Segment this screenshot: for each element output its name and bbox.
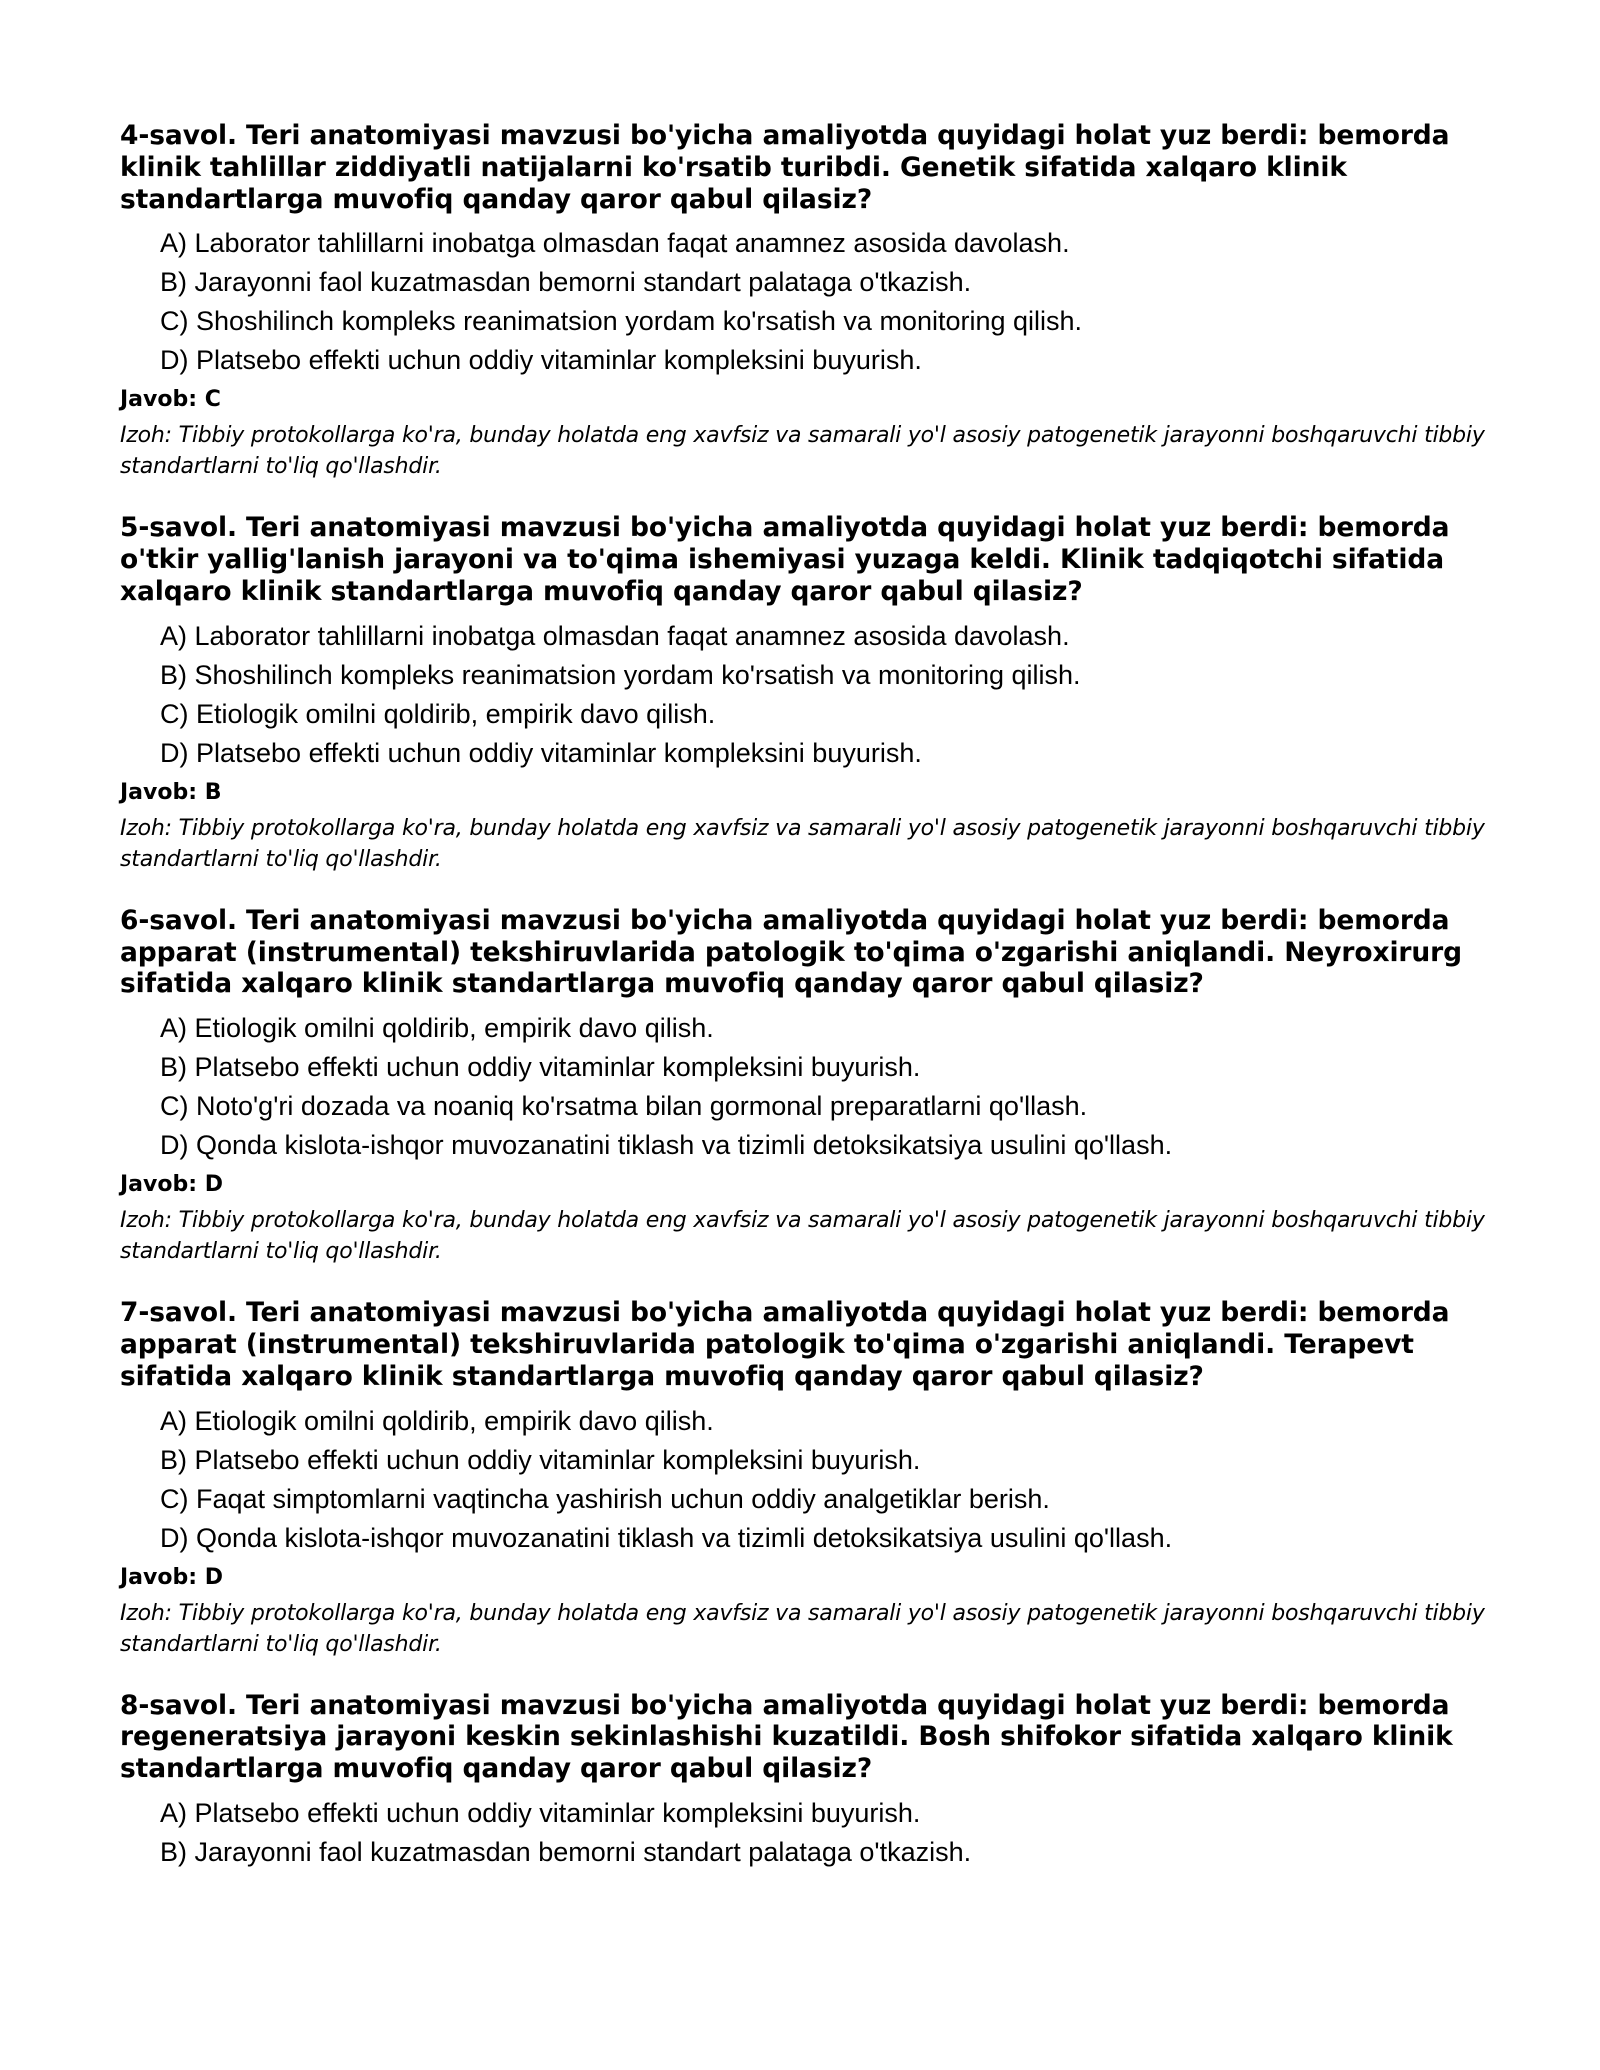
question-block-7 (120, 1297, 1500, 1659)
question-block-8 (120, 1690, 1500, 1868)
answer-label: Javob: D (120, 1564, 223, 1590)
option-list (120, 227, 1500, 376)
answer-label: Javob: D (120, 1172, 223, 1198)
option-a: A) Platsebo effekti uchun oddiy vitaminlar kompleksini buyurish. (160, 1797, 921, 1828)
question-block-4 (120, 120, 1500, 482)
option-list (120, 620, 1500, 769)
answer-label: Javob: B (120, 779, 222, 805)
option-a: A) Laborator tahlillarni inobatga olmasdan faqat anamnez asosida davolash. (160, 228, 1070, 259)
explanation-note: Izoh: Tibbiy protokollarga ko'ra, bunday holatda eng xavfsiz va samarali yo'l asosiy patogenetik jarayonni boshqaruvchi tibbiy standartlarni to'liq qo'llashdir. (120, 1208, 1485, 1265)
option-d: D) Platsebo effekti uchun oddiy vitaminlar kompleksini buyurish. (160, 737, 922, 768)
option-c: C) Noto'g'ri dozada va noaniq ko'rsatma bilan gormonal preparatlarni qo'llash. (160, 1091, 1088, 1122)
option-d: D) Platsebo effekti uchun oddiy vitaminlar kompleksini buyurish. (160, 345, 922, 376)
option-b: B) Shoshilinch kompleks reanimatsion yordam ko'rsatish va monitoring qilish. (160, 659, 1081, 690)
option-c: C) Shoshilinch kompleks reanimatsion yordam ko'rsatish va monitoring qilish. (160, 306, 1083, 337)
option-c: C) Etiologik omilni qoldirib, empirik davo qilish. (160, 698, 716, 729)
option-a: A) Etiologik omilni qoldirib, empirik davo qilish. (160, 1013, 714, 1044)
question-text: 5-savol. Teri anatomiyasi mavzusi bo'yicha amaliyotda quyidagi holat yuz berdi: bemorda o'tkir yallig'lanish jarayoni va to'qima ishemiyasi yuzaga keldi. Klinik tadqiqotchi sifatida xalqaro klinik standartlarga muvofiq qanday qaror qabul qilasiz? (120, 512, 1450, 607)
option-b: B) Jarayonni faol kuzatmasdan bemorni standart palataga o'tkazish. (160, 1836, 972, 1867)
answer-label: Javob: C (120, 387, 221, 413)
option-list (120, 1012, 1500, 1161)
document-page (120, 120, 1500, 1898)
option-a: A) Etiologik omilni qoldirib, empirik davo qilish. (160, 1405, 714, 1436)
explanation-note: Izoh: Tibbiy protokollarga ko'ra, bunday holatda eng xavfsiz va samarali yo'l asosiy patogenetik jarayonni boshqaruvchi tibbiy standartlarni to'liq qo'llashdir. (120, 815, 1485, 872)
question-text: 7-savol. Teri anatomiyasi mavzusi bo'yicha amaliyotda quyidagi holat yuz berdi: bemorda apparat (instrumental) tekshiruvlarida patologik to'qima o'zgarishi aniqlandi. Terapevt sifatida xalqaro klinik standartlarga muvofiq qanday qaror qabul qilasiz? (120, 1297, 1450, 1392)
question-text: 8-savol. Teri anatomiyasi mavzusi bo'yicha amaliyotda quyidagi holat yuz berdi: bemorda regeneratsiya jarayoni keskin sekinlashishi kuzatildi. Bosh shifokor sifatida xalqaro klinik standartlarga muvofiq qanday qaror qabul qilasiz? (120, 1689, 1453, 1785)
question-text: 4-savol. Teri anatomiyasi mavzusi bo'yicha amaliyotda quyidagi holat yuz berdi: bemorda klinik tahlillar ziddiyatli natijalarni ko'rsatib turibdi. Genetik sifatida xalqaro klinik standartlarga muvofiq qanday qaror qabul qilasiz? (120, 120, 1450, 215)
question-text: 6-savol. Teri anatomiyasi mavzusi bo'yicha amaliyotda quyidagi holat yuz berdi: bemorda apparat (instrumental) tekshiruvlarida patologik to'qima o'zgarishi aniqlandi. Neyroxirurg sifatida xalqaro klinik standartlarga muvofiq qanday qaror qabul qilasiz? (120, 904, 1462, 1000)
option-c: C) Faqat simptomlarni vaqtincha yashirish uchun oddiy analgetiklar berish. (160, 1483, 1050, 1514)
explanation-note: Izoh: Tibbiy protokollarga ko'ra, bunday holatda eng xavfsiz va samarali yo'l asosiy patogenetik jarayonni boshqaruvchi tibbiy standartlarni to'liq qo'llashdir. (120, 1600, 1485, 1657)
option-list (120, 1405, 1500, 1554)
option-b: B) Platsebo effekti uchun oddiy vitaminlar kompleksini buyurish. (160, 1444, 921, 1475)
option-d: D) Qonda kislota-ishqor muvozanatini tiklash va tizimli detoksikatsiya usulini qo'llash. (160, 1130, 1173, 1161)
option-d: D) Qonda kislota-ishqor muvozanatini tiklash va tizimli detoksikatsiya usulini qo'llash. (160, 1522, 1173, 1553)
option-b: B) Platsebo effekti uchun oddiy vitaminlar kompleksini buyurish. (160, 1052, 921, 1083)
explanation-note: Izoh: Tibbiy protokollarga ko'ra, bunday holatda eng xavfsiz va samarali yo'l asosiy patogenetik jarayonni boshqaruvchi tibbiy standartlarni to'liq qo'llashdir. (120, 423, 1485, 480)
option-b: B) Jarayonni faol kuzatmasdan bemorni standart palataga o'tkazish. (160, 267, 972, 298)
option-list (120, 1797, 1500, 1868)
question-block-5 (120, 512, 1500, 874)
question-block-6 (120, 905, 1500, 1267)
option-a: A) Laborator tahlillarni inobatga olmasdan faqat anamnez asosida davolash. (160, 620, 1070, 651)
